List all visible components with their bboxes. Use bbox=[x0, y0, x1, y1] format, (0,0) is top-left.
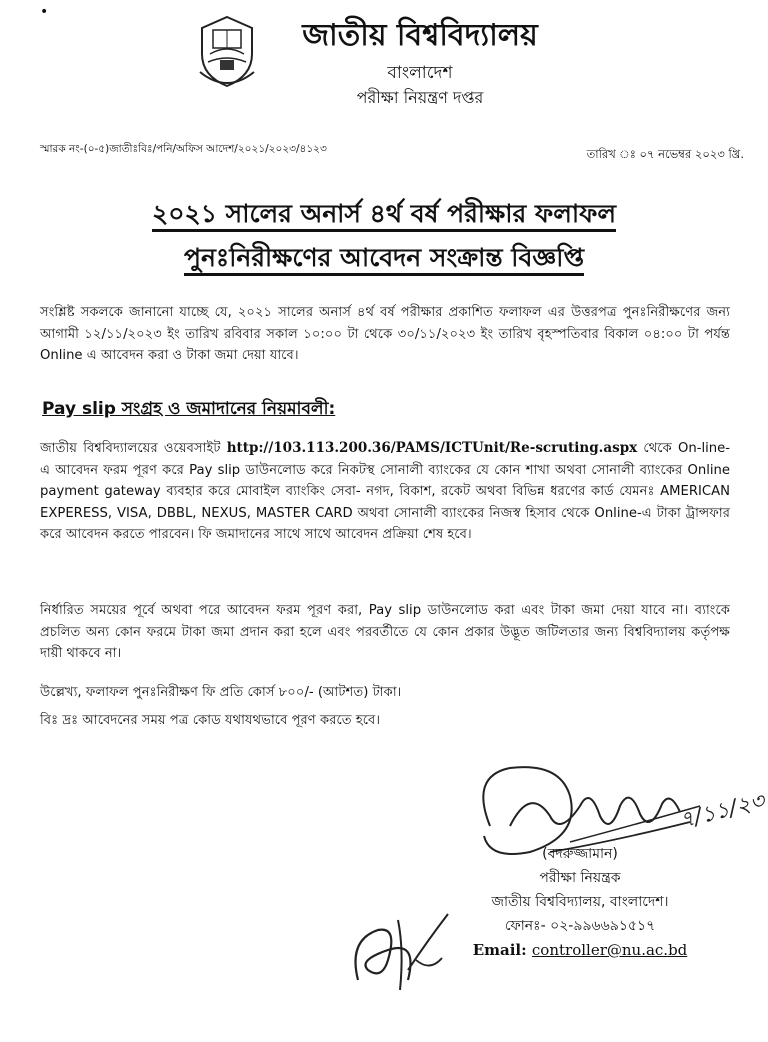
signature-block bbox=[450, 842, 710, 962]
letterhead bbox=[270, 14, 570, 110]
payslip-instructions bbox=[40, 438, 730, 546]
email-label: Email: bbox=[472, 941, 527, 959]
application-url-link[interactable]: http://103.113.200.36/PAMS/ICTUnit/Re-scruting.aspx bbox=[226, 440, 638, 456]
handwritten-initials bbox=[338, 900, 458, 1000]
signatory-name: (বদরুজ্জামান) bbox=[542, 846, 618, 862]
intro-paragraph: সংশ্লিষ্ট সকলকে জানানো যাচ্ছে যে, ২০২১ সালের অনার্স ৪র্থ বর্ষ পরীক্ষার প্রকাশিত ফলাফল এর উত্তরপত্র পুনঃনিরীক্ষণের জন্য আগামী ১২/১১/২০২৩ ইং তারিখ রবিবার সকাল ১০:০০ টা থেকে ৩০/১১/২০২৩ ইং তারিখ বৃহস্পতিবার বিকাল ০৪:০০ টা পর্যন্ত Online এ আবেদন করা ও টাকা জমা দেয়া যাবে। bbox=[40, 305, 730, 363]
stray-mark: • bbox=[40, 4, 49, 20]
country-name: বাংলাদেশ bbox=[387, 63, 453, 83]
email-link[interactable]: controller@nu.ac.bd bbox=[531, 941, 688, 959]
university-name: জাতীয় বিশ্ববিদ্যালয় bbox=[302, 18, 538, 53]
note-paragraph: বিঃ দ্রঃ আবেদনের সময় পত্র কোড যথাযথভাবে পূরণ করতে হবে। bbox=[40, 713, 381, 728]
university-logo-icon bbox=[196, 14, 258, 90]
deadline-warning-paragraph: নির্ধারিত সময়ের পূর্বে অথবা পরে আবেদন ফরম পূরণ করা, Pay slip ডাউনলোড করা এবং টাকা জমা দেয়া যাবে না। ব্যাংকে প্রচলিত অন্য কোন ফরমে টাকা জমা প্রদান করা হলে এবং পরবর্তীতে যে কোন প্রকার উদ্ভূত জটিলতার জন্য বিশ্ববিদ্যালয় কর্তৃপক্ষ দায়ী থাকবে না। bbox=[40, 603, 730, 661]
signatory-phone: ফোনঃ- ০২-৯৯৬৬৯১৫১৭ bbox=[504, 918, 656, 934]
signatory-email-line bbox=[450, 938, 710, 962]
fee-paragraph: উল্লেখ্য, ফলাফল পুনঃনিরীক্ষণ ফি প্রতি কোর্স ৮০০/- (আটশত) টাকা। bbox=[40, 685, 402, 700]
issue-date: তারিখ ঃ ০৭ নভেম্বর ২০২৩ খ্রি. bbox=[586, 147, 744, 161]
memo-number: স্মারক নং-(০-৫)জাতীঃবিঃ/পনি/অফিস আদেশ/২০২১/২০২৩/৪১২৩ bbox=[40, 143, 327, 155]
office-name: পরীক্ষা নিয়ন্ত্রণ দপ্তর bbox=[356, 88, 484, 107]
payslip-subheading: Pay slip সংগ্রহ ও জমাদানের নিয়মাবলী: bbox=[42, 399, 336, 419]
instructions-body: থেকে On-line-এ আবেদন ফরম পূরণ করে Pay slip ডাউনলোড করে নিকটস্থ সোনালী ব্যাংকের যে কোন শাখা অথবা সোনালী ব্যাংকের Online payment gateway ব্যবহার করে মোবাইল ব্যাংকিং সেবা- নগদ, বিকাশ, রকেট অথবা বিভিন্ন ধরণের কার্ড যেমনঃ AMERICAN EXPERESS, VISA, DBBL, NEXUS, MASTER CARD অথবা সোনালী ব্যাংকের নিজস্ব হিসাব থেকে Online-এ টাকা ট্রান্সফার করে আবেদন করতে পারবেন। ফি জমাদানের সাথে সাথে আবেদন প্রক্রিয়া শেষ হবে। bbox=[40, 441, 731, 542]
signatory-designation: পরীক্ষা নিয়ন্ত্রক bbox=[539, 870, 621, 886]
notice-title-line2: পুনঃনিরীক্ষণের আবেদন সংক্রান্ত বিজ্ঞপ্তি bbox=[60, 238, 708, 278]
handwritten-date: ৭/১১/২৩ bbox=[677, 788, 768, 834]
instructions-prefix: জাতীয় বিশ্ববিদ্যালয়ের ওয়েবসাইট bbox=[40, 441, 227, 456]
signatory-institution: জাতীয় বিশ্ববিদ্যালয়, বাংলাদেশ। bbox=[491, 894, 669, 910]
notice-title-line1: ২০২১ সালের অনার্স ৪র্থ বর্ষ পরীক্ষার ফলাফল bbox=[60, 194, 708, 234]
